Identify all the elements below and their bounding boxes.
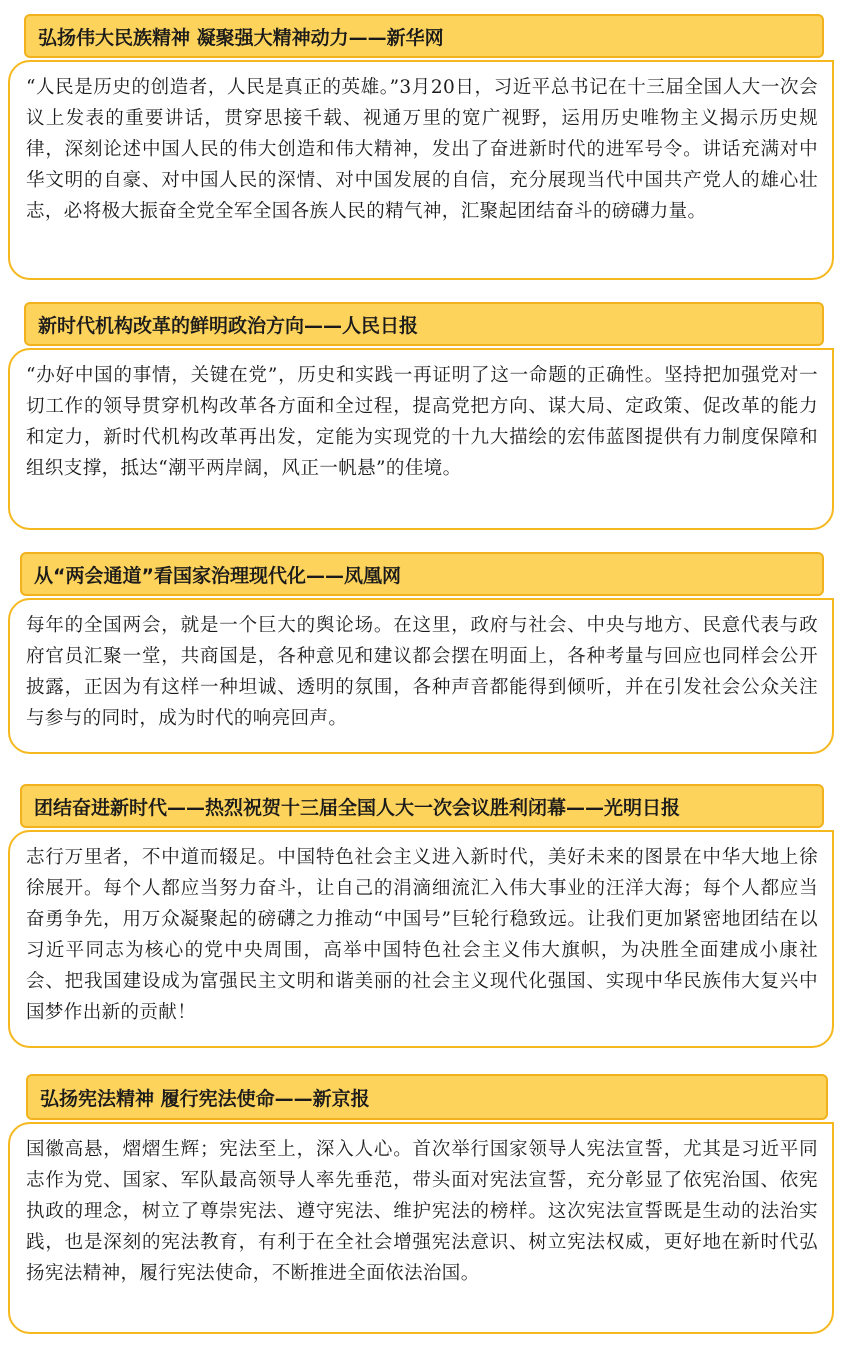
article-body: “人民是历史的创造者，人民是真正的英雄。”3月20日，习近平总书记在十三届全国人大一次会议上发表的重要讲话，贯穿思接千载、视通万里的宽广视野，运用历史唯物主义揭示历史规律，深刻论述中国人民的伟大创造和伟大精神，发出了奋进新时代的进军号令。讲话充满对中华文明的自豪、对中国人民的深情、对中国发展的自信，充分展现当代中国共产党人的雄心壮志，必将极大振奋全党全军全国各族人民的精气神，汇聚起团结奋斗的磅礴力量。 — [8, 60, 834, 280]
article-body: 每年的全国两会，就是一个巨大的舆论场。在这里，政府与社会、中央与地方、民意代表与政府官员汇聚一堂，共商国是，各种意见和建议都会摆在明面上，各种考量与回应也同样会公开披露，正因为有这样一种坦诚、透明的氛围，各种声音都能得到倾听，并在引发社会公众关注与参与的同时，成为时代的响亮回声。 — [8, 598, 834, 754]
article-body: “办好中国的事情，关键在党”，历史和实践一再证明了这一命题的正确性。坚持把加强党对一切工作的领导贯穿机构改革各方面和全过程，提高党把方向、谋大局、定政策、促改革的能力和定力，新时代机构改革再出发，定能为实现党的十九大描绘的宏伟蓝图提供有力制度保障和组织支撑，抵达“潮平两岸阔，风正一帆悬”的佳境。 — [8, 348, 834, 530]
article-title: 从“两会通道”看国家治理现代化——凤凰网 — [20, 552, 824, 596]
article-body: 志行万里者，不中道而辍足。中国特色社会主义进入新时代，美好未来的图景在中华大地上徐徐展开。每个人都应当努力奋斗，让自己的涓滴细流汇入伟大事业的汪洋大海；每个人都应当奋勇争先，用万众凝聚起的磅礴之力推动“中国号”巨轮行稳致远。让我们更加紧密地团结在以习近平同志为核心的党中央周围，高举中国特色社会主义伟大旗帜，为决胜全面建成小康社会、把我国建设成为富强民主文明和谐美丽的社会主义现代化强国、实现中华民族伟大复兴中国梦作出新的贡献！ — [8, 830, 834, 1048]
article-title: 新时代机构改革的鲜明政治方向——人民日报 — [24, 302, 824, 346]
article-body: 国徽高悬，熠熠生辉；宪法至上，深入人心。首次举行国家领导人宪法宣誓，尤其是习近平同志作为党、国家、军队最高领导人率先垂范，带头面对宪法宣誓，充分彰显了依宪治国、依宪执政的理念，树立了尊崇宪法、遵守宪法、维护宪法的榜样。这次宪法宣誓既是生动的法治实践，也是深刻的宪法教育，有利于在全社会增强宪法意识、树立宪法权威，更好地在新时代弘扬宪法精神，履行宪法使命，不断推进全面依法治国。 — [8, 1122, 834, 1334]
article-title: 弘扬宪法精神 履行宪法使命——新京报 — [26, 1074, 828, 1120]
article-title: 团结奋进新时代——热烈祝贺十三届全国人大一次会议胜利闭幕——光明日报 — [20, 784, 824, 828]
article-title: 弘扬伟大民族精神 凝聚强大精神动力——新华网 — [24, 14, 824, 58]
